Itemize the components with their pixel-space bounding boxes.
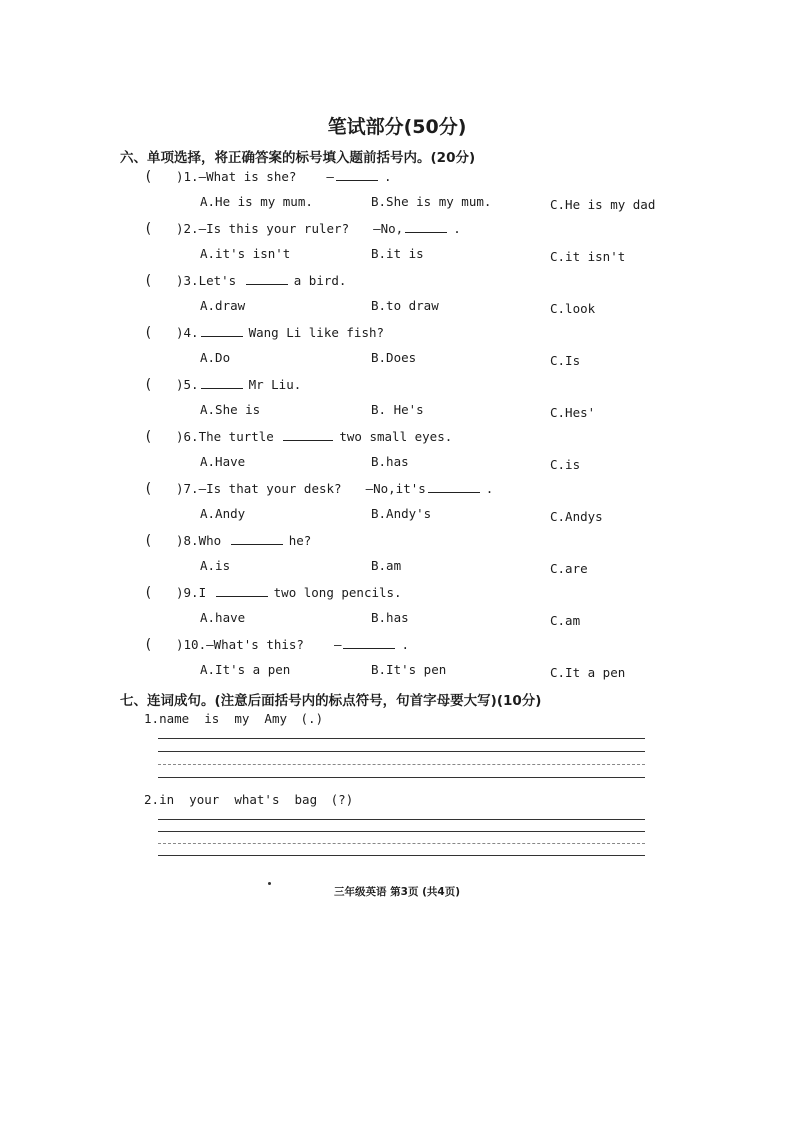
- option-b: B. He's: [371, 402, 424, 417]
- answer-bracket[interactable]: (: [144, 481, 153, 497]
- reply-text: —No,: [373, 221, 404, 236]
- option-b: B.has: [371, 454, 409, 469]
- reorder-punctuation: (.): [300, 711, 324, 726]
- answer-bracket[interactable]: (: [144, 429, 153, 445]
- option-c: C.He is my dad: [550, 197, 656, 212]
- option-c: C.Is: [550, 353, 581, 368]
- question-row: [144, 428, 452, 445]
- answer-line[interactable]: [158, 764, 645, 765]
- answer-line[interactable]: [158, 855, 645, 856]
- question-row: [144, 636, 409, 653]
- question-text: —Is that your desk?: [198, 481, 342, 496]
- option-a: A.It's a pen: [200, 662, 291, 677]
- question-text-end: .: [453, 221, 461, 236]
- question-number: )8.: [176, 533, 199, 548]
- option-c: C.look: [550, 301, 596, 316]
- question-row: [144, 272, 346, 289]
- question-row: [144, 324, 384, 341]
- answer-bracket[interactable]: (: [144, 169, 153, 185]
- page-title: 笔试部分(50分): [327, 116, 467, 138]
- option-a: A.it's isn't: [200, 246, 291, 261]
- option-a: A.He is my mum.: [200, 194, 313, 209]
- option-b: B.am: [371, 558, 402, 573]
- page-footer: 三年级英语 第3页 (共4页): [333, 886, 461, 898]
- question-text-end: .: [485, 481, 494, 496]
- answer-bracket[interactable]: (: [144, 377, 153, 393]
- fill-in-blank[interactable]: [201, 324, 243, 337]
- fill-in-blank[interactable]: [216, 584, 268, 597]
- reply-text: —: [333, 637, 342, 652]
- question-text: —What's this?: [206, 637, 304, 652]
- answer-line[interactable]: [158, 777, 645, 778]
- question-text-end: two long pencils.: [273, 585, 402, 600]
- section-7-heading: 七、连词成句。(注意后面括号内的标点符号，句首字母要大写)(10分): [120, 693, 542, 709]
- answer-line[interactable]: [158, 831, 645, 832]
- option-c: C.It a pen: [550, 665, 626, 680]
- question-text-end: .: [383, 169, 392, 184]
- option-c: C.Andys: [550, 509, 603, 524]
- question-text-end: Mr Liu.: [248, 377, 302, 392]
- option-b: B.to draw: [371, 298, 439, 313]
- option-a: A.Have: [200, 454, 246, 469]
- answer-bracket[interactable]: (: [144, 585, 153, 601]
- answer-bracket[interactable]: (: [144, 325, 153, 341]
- option-c: C.am: [550, 613, 581, 628]
- answer-bracket[interactable]: (: [144, 273, 153, 289]
- question-text: The turtle: [198, 429, 274, 444]
- fill-in-blank[interactable]: [428, 480, 480, 493]
- question-row: [144, 168, 391, 185]
- option-a: A.Andy: [200, 506, 246, 521]
- option-a: A.She is: [200, 402, 261, 417]
- question-number: )10.: [176, 637, 207, 652]
- question-text-end: Wang Li like fish?: [248, 325, 385, 340]
- question-number: )1.: [176, 169, 199, 184]
- question-text: —Is this your ruler?: [198, 221, 350, 236]
- reorder-number: 2.: [144, 792, 160, 807]
- answer-bracket[interactable]: (: [144, 637, 153, 653]
- answer-line[interactable]: [158, 819, 645, 820]
- question-row: [144, 532, 311, 549]
- question-number: )2.: [176, 221, 199, 236]
- reorder-words: name is my Amy: [159, 711, 287, 726]
- reorder-item: [144, 711, 323, 726]
- question-number: )6.: [176, 429, 199, 444]
- fill-in-blank[interactable]: [283, 428, 333, 441]
- fill-in-blank[interactable]: [343, 636, 395, 649]
- question-text-end: .: [401, 637, 410, 652]
- answer-bracket[interactable]: (: [144, 533, 153, 549]
- question-text: I: [198, 585, 207, 600]
- fill-in-blank[interactable]: [231, 532, 283, 545]
- question-text-end: two small eyes.: [339, 429, 453, 444]
- reply-text: —No,it's: [365, 481, 426, 496]
- fill-in-blank[interactable]: [246, 272, 288, 285]
- answer-line[interactable]: [158, 738, 645, 739]
- question-text-end: he?: [288, 533, 312, 548]
- reorder-number: 1.: [144, 711, 160, 726]
- fill-in-blank[interactable]: [336, 168, 378, 181]
- question-row: [144, 480, 493, 497]
- question-text-end: a bird.: [293, 273, 347, 288]
- question-number: )9.: [176, 585, 199, 600]
- option-b: B.Andy's: [371, 506, 432, 521]
- question-row: [144, 584, 402, 601]
- reorder-item: [144, 792, 353, 807]
- question-text: Who: [198, 533, 222, 548]
- option-b: B.She is my mum.: [371, 194, 492, 209]
- answer-line[interactable]: [158, 751, 645, 752]
- reorder-punctuation: (?): [330, 792, 354, 807]
- section-6-heading: 六、单项选择，将正确答案的标号填入题前括号内。(20分): [120, 150, 476, 166]
- question-text: —What is she?: [198, 169, 297, 184]
- question-number: )4.: [176, 325, 199, 340]
- question-number: )5.: [176, 377, 199, 392]
- option-b: B.Does: [371, 350, 417, 365]
- question-number: )7.: [176, 481, 199, 496]
- fill-in-blank[interactable]: [405, 220, 447, 233]
- answer-line[interactable]: [158, 843, 645, 844]
- fill-in-blank[interactable]: [201, 376, 243, 389]
- option-a: A.draw: [200, 298, 246, 313]
- question-row: [144, 376, 301, 393]
- reply-text: —: [326, 169, 334, 184]
- option-c: C.is: [550, 457, 581, 472]
- answer-bracket[interactable]: (: [144, 221, 153, 237]
- question-row: [144, 220, 461, 237]
- option-c: C.Hes': [550, 405, 596, 420]
- option-c: C.it isn't: [550, 249, 626, 264]
- question-text: Let's: [198, 273, 237, 288]
- option-c: C.are: [550, 561, 588, 576]
- option-a: A.is: [200, 558, 231, 573]
- option-b: B.It's pen: [371, 662, 447, 677]
- option-b: B.it is: [371, 246, 424, 261]
- option-a: A.have: [200, 610, 246, 625]
- option-b: B.has: [371, 610, 409, 625]
- option-a: A.Do: [200, 350, 231, 365]
- reorder-words: in your what's bag: [159, 792, 318, 807]
- question-number: )3.: [176, 273, 199, 288]
